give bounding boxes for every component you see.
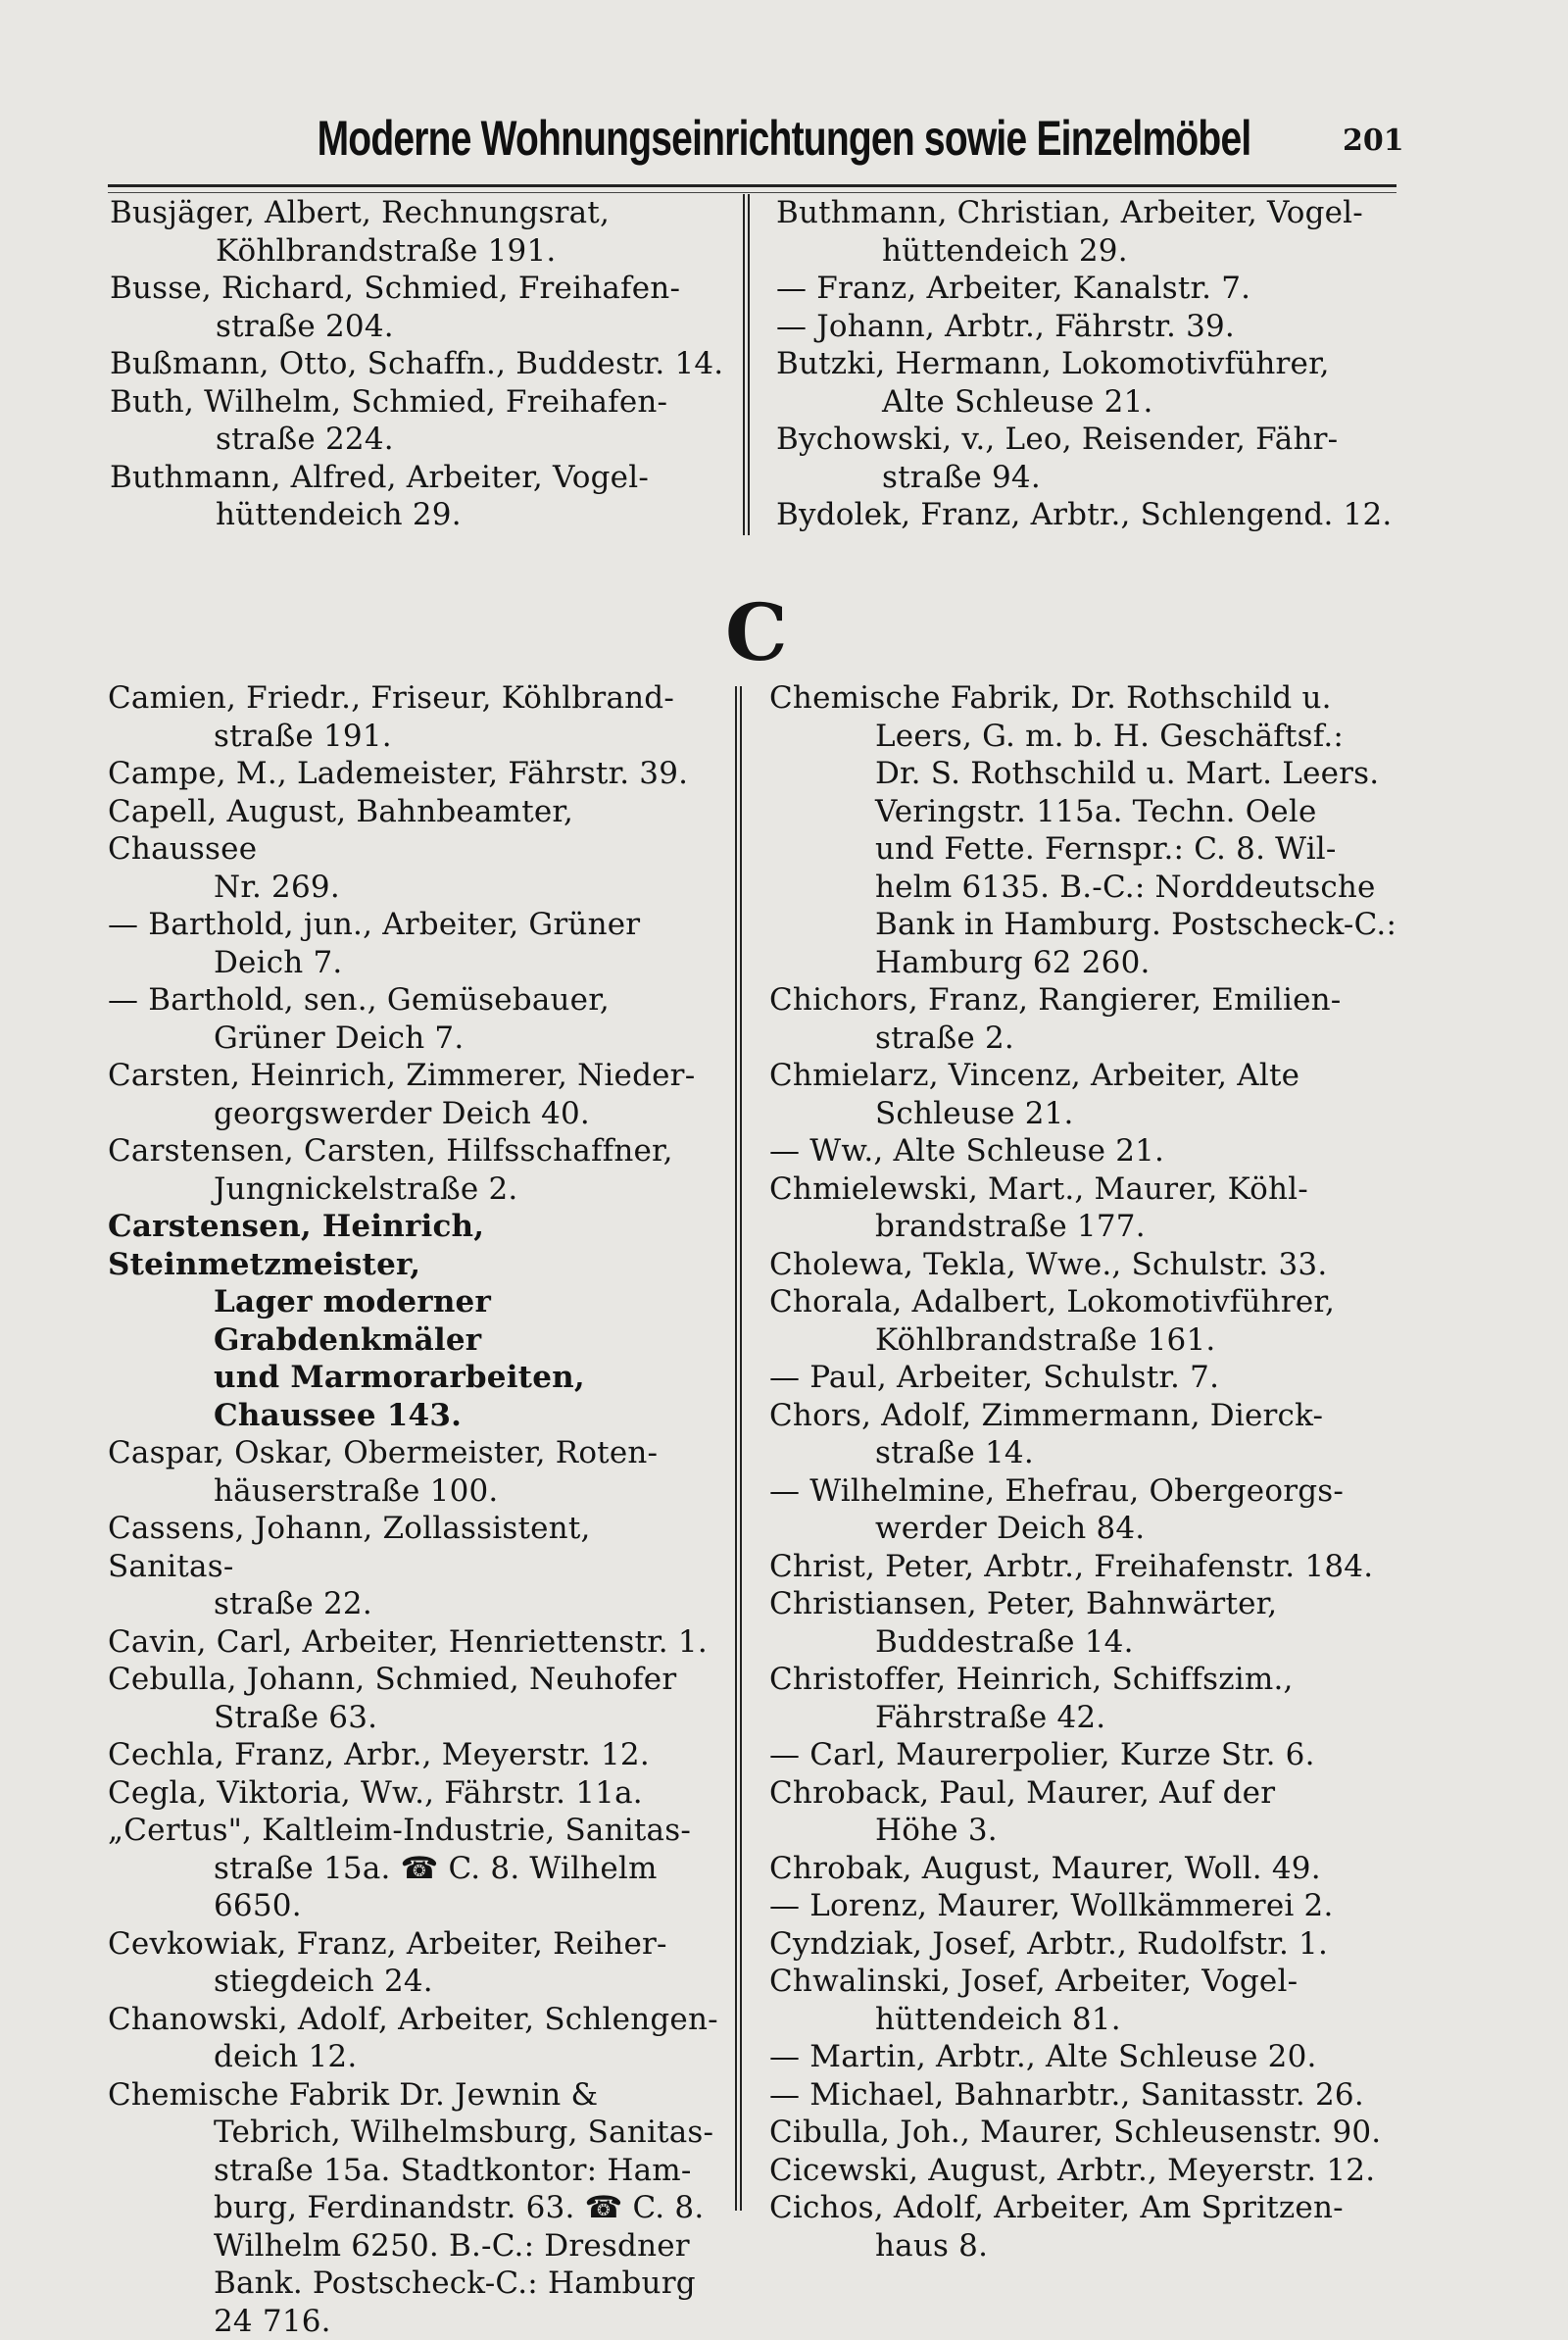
entry-line: Chanowski, Adolf, Arbeiter, Schlengen- bbox=[108, 2002, 718, 2037]
entry-line: Camien, Friedr., Friseur, Köhlbrand- bbox=[108, 680, 674, 716]
entry-continuation-line: straße 14. bbox=[769, 1434, 1406, 1472]
entry-line: Buth, Wilhelm, Schmied, Freihafen- bbox=[110, 384, 667, 420]
entry-continuation-line: Lager moderner Grabdenkmäler bbox=[108, 1283, 725, 1359]
directory-entry bbox=[769, 1472, 1406, 1548]
directory-entry bbox=[108, 981, 725, 1057]
directory-entry bbox=[776, 421, 1403, 496]
entry-continuation-line: hüttendeich 29. bbox=[110, 496, 737, 534]
entry-line: Busse, Richard, Schmied, Freihafen- bbox=[110, 271, 680, 306]
entry-continuation-line: haus 8. bbox=[769, 2227, 1406, 2265]
directory-entry bbox=[776, 308, 1403, 346]
top-right-column bbox=[776, 194, 1403, 534]
directory-entry bbox=[769, 1585, 1406, 1661]
directory-entry bbox=[108, 1057, 725, 1132]
directory-entry bbox=[108, 906, 725, 981]
directory-entry bbox=[769, 1963, 1406, 2038]
entry-continuation-line: werder Deich 84. bbox=[769, 1510, 1406, 1548]
directory-entry bbox=[769, 981, 1406, 1057]
entry-continuation-line: straße 15a. Stadtkontor: Ham- bbox=[108, 2152, 725, 2190]
directory-entry bbox=[108, 793, 725, 907]
directory-entry bbox=[769, 2114, 1406, 2152]
directory-entry bbox=[110, 270, 737, 345]
entry-continuation-line: Nr. 269. bbox=[108, 869, 725, 907]
entry-line: Cassens, Johann, Zollassistent, Sanitas- bbox=[108, 1511, 591, 1584]
entry-continuation-line: Alte Schleuse 21. bbox=[776, 383, 1403, 422]
directory-entry bbox=[769, 1170, 1406, 1246]
entry-continuation-line: straße 191. bbox=[108, 718, 725, 756]
page-number: 201 bbox=[1343, 124, 1404, 158]
directory-entry bbox=[776, 345, 1403, 421]
directory-entry bbox=[776, 270, 1403, 308]
entry-line: Chichors, Franz, Rangierer, Emilien- bbox=[769, 982, 1342, 1018]
directory-entry bbox=[769, 1736, 1406, 1774]
entry-continuation-line: deich 12. bbox=[108, 2038, 725, 2076]
entry-continuation-line: brandstraße 177. bbox=[769, 1208, 1406, 1246]
entry-line: Cicewski, August, Arbtr., Meyerstr. 12. bbox=[769, 2153, 1375, 2188]
directory-entry bbox=[110, 194, 737, 270]
entry-continuation-line: straße 204. bbox=[110, 308, 737, 346]
entry-line: — Martin, Arbtr., Alte Schleuse 20. bbox=[769, 2039, 1317, 2074]
directory-entry bbox=[108, 1510, 725, 1623]
entry-continuation-line: 24 716. bbox=[108, 2303, 725, 2340]
entry-continuation-line: Höhe 3. bbox=[769, 1812, 1406, 1850]
entry-line: Cichos, Adolf, Arbeiter, Am Spritzen- bbox=[769, 2190, 1344, 2225]
directory-entry bbox=[769, 1661, 1406, 1736]
entry-line: Capell, August, Bahnbeamter, Chaussee bbox=[108, 794, 573, 868]
directory-entry bbox=[108, 1661, 725, 1736]
entry-line: Cechla, Franz, Arbr., Meyerstr. 12. bbox=[108, 1737, 650, 1772]
entry-continuation-line: Buddestraße 14. bbox=[769, 1623, 1406, 1662]
entry-line: — Franz, Arbeiter, Kanalstr. 7. bbox=[776, 271, 1250, 306]
entry-continuation-line: stiegdeich 24. bbox=[108, 1963, 725, 2001]
directory-entry bbox=[769, 1283, 1406, 1359]
entry-continuation-line: Wilhelm 6250. B.-C.: Dresdner bbox=[108, 2227, 725, 2265]
entry-continuation-line: häuserstraße 100. bbox=[108, 1472, 725, 1511]
entry-line: Christ, Peter, Arbtr., Freihafenstr. 184. bbox=[769, 1549, 1373, 1584]
directory-entry bbox=[769, 2152, 1406, 2190]
entry-continuation-line: Köhlbrandstraße 161. bbox=[769, 1321, 1406, 1360]
entry-line: Chemische Fabrik, Dr. Rothschild u. bbox=[769, 680, 1332, 716]
entry-continuation-line: Bank. Postscheck-C.: Hamburg bbox=[108, 2265, 725, 2303]
entry-line: Carstensen, Heinrich, Steinmetzmeister, bbox=[108, 1209, 484, 1282]
directory-entry bbox=[108, 1208, 725, 1434]
entry-continuation-line: und Marmorarbeiten, bbox=[108, 1359, 725, 1397]
entry-continuation-line: hüttendeich 81. bbox=[769, 2001, 1406, 2039]
column-divider-bottom bbox=[735, 686, 737, 2211]
entry-continuation-line: georgswerder Deich 40. bbox=[108, 1095, 725, 1133]
entry-continuation-line: und Fette. Fernspr.: C. 8. Wil- bbox=[769, 830, 1406, 869]
directory-entry bbox=[769, 1774, 1406, 1850]
entry-continuation-line: straße 2. bbox=[769, 1020, 1406, 1058]
running-header: Moderne Wohnungseinrichtungen sowie Einzelmöbel bbox=[172, 110, 1396, 167]
entry-line: Cyndziak, Josef, Arbtr., Rudolfstr. 1. bbox=[769, 1926, 1328, 1962]
entry-continuation-line: Straße 63. bbox=[108, 1699, 725, 1737]
directory-entry bbox=[769, 679, 1406, 981]
directory-entry bbox=[769, 1925, 1406, 1964]
entry-line: — Johann, Arbtr., Fährstr. 39. bbox=[776, 309, 1235, 344]
top-left-column bbox=[110, 194, 737, 534]
entry-line: „Certus", Kaltleim-Industrie, Sanitas- bbox=[108, 1813, 691, 1848]
entry-line: Cegla, Viktoria, Ww., Fährstr. 11a. bbox=[108, 1775, 643, 1811]
directory-entry bbox=[769, 1887, 1406, 1925]
entry-line: Chemische Fabrik Dr. Jewnin & bbox=[108, 2077, 598, 2113]
entry-line: — Barthold, sen., Gemüsebauer, bbox=[108, 982, 610, 1018]
entry-continuation-line: Grüner Deich 7. bbox=[108, 1020, 725, 1058]
entry-line: Chmielarz, Vincenz, Arbeiter, Alte bbox=[769, 1058, 1299, 1093]
directory-entry bbox=[108, 679, 725, 755]
directory-entry bbox=[769, 1132, 1406, 1170]
entry-continuation-line: straße 15a. ☎ C. 8. Wilhelm bbox=[108, 1850, 725, 1888]
entry-continuation-line: Fährstraße 42. bbox=[769, 1699, 1406, 1737]
entry-line: Cibulla, Joh., Maurer, Schleusenstr. 90. bbox=[769, 2115, 1381, 2150]
header-rule bbox=[108, 184, 1396, 187]
entry-line: Buthmann, Christian, Arbeiter, Vogel- bbox=[776, 195, 1363, 230]
entry-line: Chrobak, August, Maurer, Woll. 49. bbox=[769, 1851, 1321, 1886]
column-divider-top bbox=[743, 194, 745, 535]
directory-entry bbox=[776, 496, 1403, 534]
directory-entry bbox=[769, 2038, 1406, 2076]
entry-continuation-line: Jungnickelstraße 2. bbox=[108, 1170, 725, 1209]
entry-continuation-line: Tebrich, Wilhelmsburg, Sanitas- bbox=[108, 2114, 725, 2152]
directory-entry bbox=[108, 2001, 725, 2076]
entry-continuation-line: Dr. S. Rothschild u. Mart. Leers. bbox=[769, 755, 1406, 793]
entry-line: — Lorenz, Maurer, Wollkämmerei 2. bbox=[769, 1888, 1334, 1923]
entry-line: — Ww., Alte Schleuse 21. bbox=[769, 1133, 1164, 1169]
directory-entry bbox=[108, 1434, 725, 1510]
entry-line: Chorala, Adalbert, Lokomotivführer, bbox=[769, 1284, 1335, 1319]
directory-entry bbox=[110, 383, 737, 459]
entry-line: Cholewa, Tekla, Wwe., Schulstr. 33. bbox=[769, 1247, 1327, 1282]
entry-line: Caspar, Oskar, Obermeister, Roten- bbox=[108, 1435, 658, 1470]
entry-line: — Carl, Maurerpolier, Kurze Str. 6. bbox=[769, 1737, 1315, 1772]
directory-entry bbox=[769, 1397, 1406, 1472]
entry-line: Chors, Adolf, Zimmermann, Dierck- bbox=[769, 1398, 1323, 1433]
entry-continuation-line: straße 22. bbox=[108, 1585, 725, 1623]
entry-line: Cavin, Carl, Arbeiter, Henriettenstr. 1. bbox=[108, 1624, 708, 1660]
directory-entry bbox=[769, 1548, 1406, 1586]
entry-continuation-line: hüttendeich 29. bbox=[776, 232, 1403, 271]
directory-entry bbox=[108, 1774, 725, 1813]
directory-entry bbox=[110, 459, 737, 534]
directory-entry bbox=[769, 2189, 1406, 2265]
directory-entry bbox=[108, 1925, 725, 2001]
entry-line: Bychowski, v., Leo, Reisender, Fähr- bbox=[776, 422, 1338, 457]
entry-line: — Michael, Bahnarbtr., Sanitasstr. 26. bbox=[769, 2077, 1364, 2113]
directory-entry bbox=[108, 1623, 725, 1662]
directory-entry bbox=[769, 1057, 1406, 1132]
entry-line: Bußmann, Otto, Schaffn., Buddestr. 14. bbox=[110, 346, 723, 381]
entry-line: Carsten, Heinrich, Zimmerer, Nieder- bbox=[108, 1058, 695, 1093]
entry-line: — Barthold, jun., Arbeiter, Grüner bbox=[108, 907, 640, 942]
entry-continuation-line: Deich 7. bbox=[108, 944, 725, 982]
directory-entry bbox=[110, 345, 737, 383]
entry-line: Christoffer, Heinrich, Schiffszim., bbox=[769, 1662, 1294, 1697]
entry-line: Cebulla, Johann, Schmied, Neuhofer bbox=[108, 1662, 676, 1697]
entry-line: Buthmann, Alfred, Arbeiter, Vogel- bbox=[110, 460, 649, 495]
entry-line: Cevkowiak, Franz, Arbeiter, Reiher- bbox=[108, 1926, 667, 1962]
entry-continuation-line: helm 6135. B.-C.: Norddeutsche bbox=[769, 869, 1406, 907]
entry-continuation-line: Hamburg 62 260. bbox=[769, 944, 1406, 982]
entry-line: — Wilhelmine, Ehefrau, Obergeorgs- bbox=[769, 1473, 1344, 1509]
entry-continuation-line: Schleuse 21. bbox=[769, 1095, 1406, 1133]
entry-line: Campe, M., Lademeister, Fährstr. 39. bbox=[108, 756, 688, 791]
entry-continuation-line: straße 94. bbox=[776, 459, 1403, 497]
entry-line: — Paul, Arbeiter, Schulstr. 7. bbox=[769, 1360, 1219, 1395]
directory-entry bbox=[769, 1359, 1406, 1397]
entry-continuation-line: Köhlbrandstraße 191. bbox=[110, 232, 737, 271]
entry-continuation-line: Veringstr. 115a. Techn. Oele bbox=[769, 793, 1406, 831]
entry-line: Christiansen, Peter, Bahnwärter, bbox=[769, 1586, 1277, 1621]
directory-entry bbox=[108, 2076, 725, 2340]
directory-entry bbox=[769, 2076, 1406, 2115]
header-rule-thin bbox=[108, 192, 1396, 193]
entry-line: Butzki, Hermann, Lokomotivführer, bbox=[776, 346, 1330, 381]
directory-entry bbox=[108, 1812, 725, 1925]
directory-entry bbox=[769, 1850, 1406, 1888]
entry-line: Busjäger, Albert, Rechnungsrat, bbox=[110, 195, 610, 230]
entry-continuation-line: Chaussee 143. bbox=[108, 1397, 725, 1435]
entry-line: Bydolek, Franz, Arbtr., Schlengend. 12. bbox=[776, 497, 1392, 532]
bottom-left-column bbox=[108, 679, 725, 2340]
directory-entry bbox=[769, 1246, 1406, 1284]
entry-line: Chmielewski, Mart., Maurer, Köhl- bbox=[769, 1171, 1308, 1207]
entry-line: Chroback, Paul, Maurer, Auf der bbox=[769, 1775, 1275, 1811]
directory-entry bbox=[776, 194, 1403, 270]
entry-continuation-line: Leers, G. m. b. H. Geschäftsf.: bbox=[769, 718, 1406, 756]
entry-continuation-line: 6650. bbox=[108, 1887, 725, 1925]
entry-line: Carstensen, Carsten, Hilfsschaffner, bbox=[108, 1133, 673, 1169]
directory-entry bbox=[108, 1132, 725, 1208]
directory-entry bbox=[108, 1736, 725, 1774]
section-letter: C bbox=[725, 586, 788, 678]
entry-continuation-line: straße 224. bbox=[110, 421, 737, 459]
bottom-right-column bbox=[769, 679, 1406, 2265]
column-divider-top-2 bbox=[748, 194, 750, 535]
directory-entry bbox=[108, 755, 725, 793]
entry-continuation-line: Bank in Hamburg. Postscheck-C.: bbox=[769, 906, 1406, 944]
column-divider-bottom-2 bbox=[740, 686, 742, 2211]
entry-line: Chwalinski, Josef, Arbeiter, Vogel- bbox=[769, 1964, 1298, 1999]
entry-continuation-line: burg, Ferdinandstr. 63. ☎ C. 8. bbox=[108, 2189, 725, 2227]
